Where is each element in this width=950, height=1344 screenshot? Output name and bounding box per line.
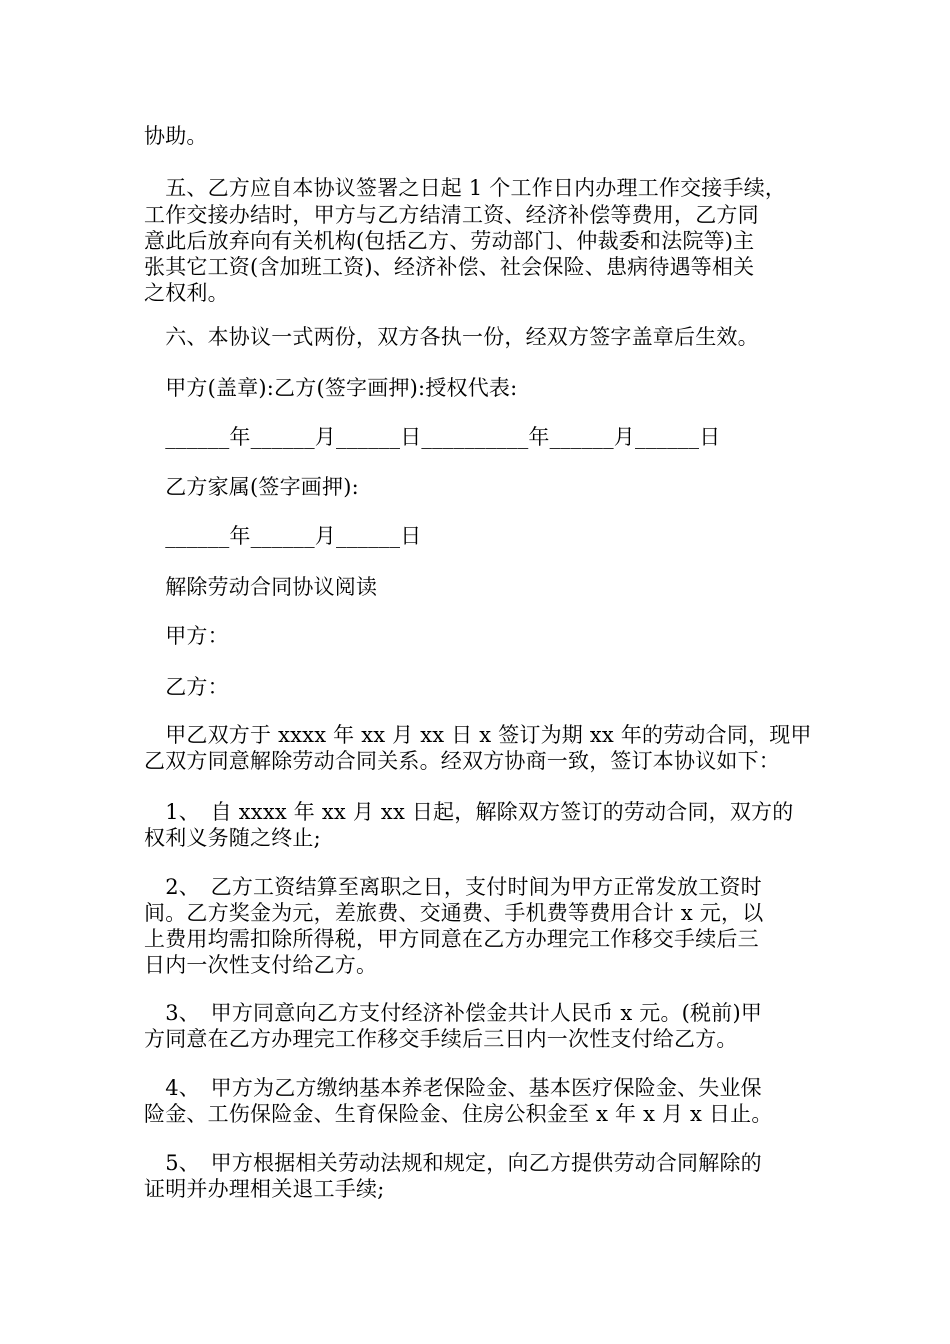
text-line: 乙方家属(签字画押): — [144, 475, 359, 499]
text-line: 工作交接办结时，甲方与乙方结清工资、经济补偿等费用，乙方同 — [144, 203, 759, 227]
text-line: 甲方(盖章):乙方(签字画押):授权代表: — [144, 376, 518, 400]
section-title: 解除劳动合同协议阅读 — [144, 575, 378, 599]
text-line: 险金、工伤保险金、生育保险金、住房公积金至 x 年 x 月 x 日止。 — [144, 1102, 773, 1126]
text-line: 乙双方同意解除劳动合同关系。经双方协商一致，签订本协议如下： — [144, 749, 780, 773]
text-line: 意此后放弃向有关机构(包括乙方、劳动部门、仲裁委和法院等)主 — [144, 229, 755, 253]
signature-date-line: ______年______月______日__________年______月______日 — [144, 425, 721, 449]
text-line: 张其它工资(含加班工资)、经济补偿、社会保险、患病待遇等相关 — [144, 255, 755, 279]
text-line: 权利义务随之终止; — [144, 826, 321, 850]
text-line: 证明并办理相关退工手续; — [144, 1177, 385, 1201]
text-line: 3、 甲方同意向乙方支付经济补偿金共计人民币 x 元。(税前)甲 — [144, 1001, 763, 1025]
text-line: 上费用均需扣除所得税，甲方同意在乙方办理完工作移交手续后三 — [144, 927, 759, 951]
text-line: 1、 自 xxxx 年 xx 月 xx 日起，解除双方签订的劳动合同，双方的 — [144, 800, 794, 824]
text-line: 间。乙方奖金为元，差旅费、交通费、手机费等费用合计 x 元，以 — [144, 901, 764, 925]
text-line: 日内一次性支付给乙方。 — [144, 953, 378, 977]
text-line: 4、 甲方为乙方缴纳基本养老保险金、基本医疗保险金、失业保 — [144, 1076, 762, 1100]
text-line: 之权利。 — [144, 281, 229, 305]
text-line: 甲方： — [144, 624, 229, 648]
text-line: 方同意在乙方办理完工作移交手续后三日内一次性支付给乙方。 — [144, 1027, 738, 1051]
text-line: 五、乙方应自本协议签署之日起 1 个工作日内办理工作交接手续， — [144, 176, 787, 200]
text-line: 六、本协议一式两份，双方各执一份，经双方签字盖章后生效。 — [144, 325, 759, 349]
text-line: 协助。 — [144, 124, 208, 148]
text-line: 甲乙双方于 xxxx 年 xx 月 xx 日 x 签订为期 xx 年的劳动合同，现甲 — [144, 723, 812, 747]
text-line: 2、 乙方工资结算至离职之日，支付时间为甲方正常发放工资时 — [144, 875, 762, 899]
text-line: 乙方： — [144, 675, 229, 699]
signature-date-line: ______年______月______日 — [144, 524, 422, 548]
text-line: 5、 甲方根据相关劳动法规和规定，向乙方提供劳动合同解除的 — [144, 1151, 762, 1175]
